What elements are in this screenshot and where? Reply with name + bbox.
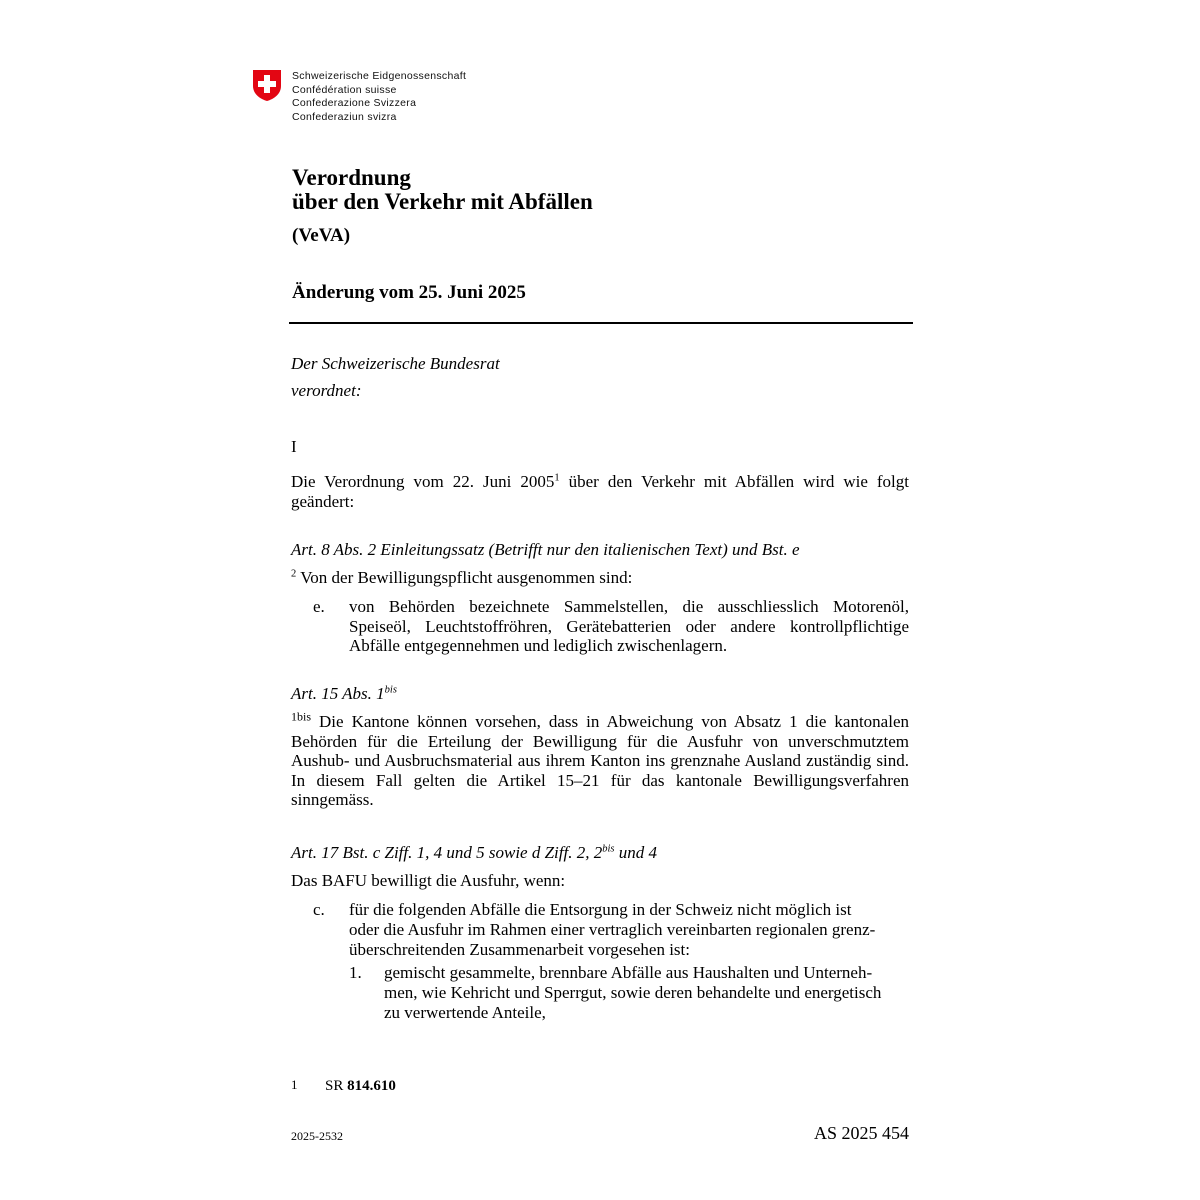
footnote-number: 1 — [291, 1077, 298, 1092]
footnote-sr-number[interactable]: 814.610 — [347, 1078, 396, 1094]
art15-paragraph — [291, 709, 909, 810]
intro-text-before: Die Verordnung vom 22. Juni 2005 — [291, 472, 555, 491]
art17-sub-line-3: zu verwertende Anteile, — [384, 1003, 546, 1022]
art17-item-line-2: oder die Ausfuhr im Rahmen einer vertraglich vereinbarten regionalen grenz- — [349, 920, 876, 939]
preamble-authority: Der Schweizerische Bundesrat — [291, 354, 500, 373]
section-intro — [291, 472, 909, 511]
official-collection-reference: AS 2025 454 — [813, 1123, 909, 1143]
art17-item-line-1: für die folgenden Abfälle die Entsorgung in der Schweiz nicht möglich ist — [349, 900, 852, 919]
title-line-2: über den Verkehr mit Abfällen — [292, 189, 593, 214]
amendment-date: Änderung vom 25. Juni 2025 — [292, 282, 526, 303]
intro-text-after: über den Verkehr mit Abfällen wird wie folgt geändert: — [291, 472, 909, 511]
art17-sub-label: 1. — [349, 963, 362, 982]
art17-heading-sup: bis — [602, 843, 615, 855]
art17-intro: Das BAFU bewilligt die Ausfuhr, wenn: — [291, 871, 566, 890]
document-title — [292, 166, 593, 214]
art15-para-text: Die Kantone können vorsehen, dass in Abweichung von Absatz 1 die kantonalen Behörden für die Erteilung der Bewilligung für die Ausfuhr von unverschmutztem Aushub- und Ausbruchsmaterial aus ihrem Kanton ins grenznahe Ausland zuständig sind. In diesem Fall gelten die Artikel 15–21 für das kantonale Bewilligungsverfahren sinngemäss. — [291, 712, 909, 809]
art15-para-number: 1bis — [291, 709, 312, 724]
title-abbreviation: (VeVA) — [292, 225, 351, 246]
art17-item-label: c. — [313, 900, 325, 919]
art8-paragraph — [291, 568, 632, 588]
footnote-text — [325, 1078, 396, 1095]
preamble-verb: verordnet: — [291, 381, 362, 400]
art15-heading-sup: bis — [384, 684, 397, 696]
art17-heading — [291, 843, 657, 863]
title-line-1: Verordnung — [292, 165, 411, 190]
swiss-cross-icon — [252, 69, 282, 102]
confederation-name-de: Schweizerische Eidgenossenschaft — [292, 70, 467, 82]
art17-sub-line-2: men, wie Kehricht und Sperrgut, sowie deren behandelte und energetisch — [384, 983, 882, 1002]
art17-heading-tail: und 4 — [614, 843, 657, 862]
confederation-name-rm: Confederaziun svizra — [292, 110, 397, 123]
art15-heading-text: Art. 15 Abs. 1 — [291, 684, 385, 703]
art15-heading — [291, 684, 397, 704]
art17-sub-line-1: gemischt gesammelte, brennbare Abfälle aus Haushalten und Unterneh- — [384, 963, 873, 982]
section-numeral: I — [291, 437, 297, 456]
art8-heading: Art. 8 Abs. 2 Einleitungssatz (Betrifft nur den italienischen Text) und Bst. e — [291, 540, 800, 559]
art8-item-text: von Behörden bezeichnete Sammelstellen, die ausschliesslich Motorenöl, Speiseöl, Leuchtstoffröhren, Gerätebatterien oder andere kontrollpflichtige Abfälle entgegennehmen und lediglich zwischenlagern. — [349, 597, 909, 655]
confederation-names — [292, 70, 466, 124]
footnote-prefix: SR — [325, 1078, 348, 1094]
art17-item-line-3: überschreitenden Zusammenarbeit vorgesehen ist: — [349, 940, 690, 959]
title-divider — [289, 322, 913, 324]
confederation-name-it: Confederazione Svizzera — [292, 97, 417, 109]
document-number: 2025-2532 — [291, 1129, 343, 1143]
footnote-ref[interactable]: 1 — [554, 472, 560, 484]
art8-para-text: Von der Bewilligungspflicht ausgenommen sind: — [296, 568, 633, 587]
art17-heading-text: Art. 17 Bst. c Ziff. 1, 4 und 5 sowie d Ziff. 2, 2 — [291, 843, 603, 862]
confederation-name-fr: Confédération suisse — [292, 83, 397, 96]
art8-item-label: e. — [313, 597, 325, 616]
art8-para-number: 2 — [291, 568, 297, 580]
